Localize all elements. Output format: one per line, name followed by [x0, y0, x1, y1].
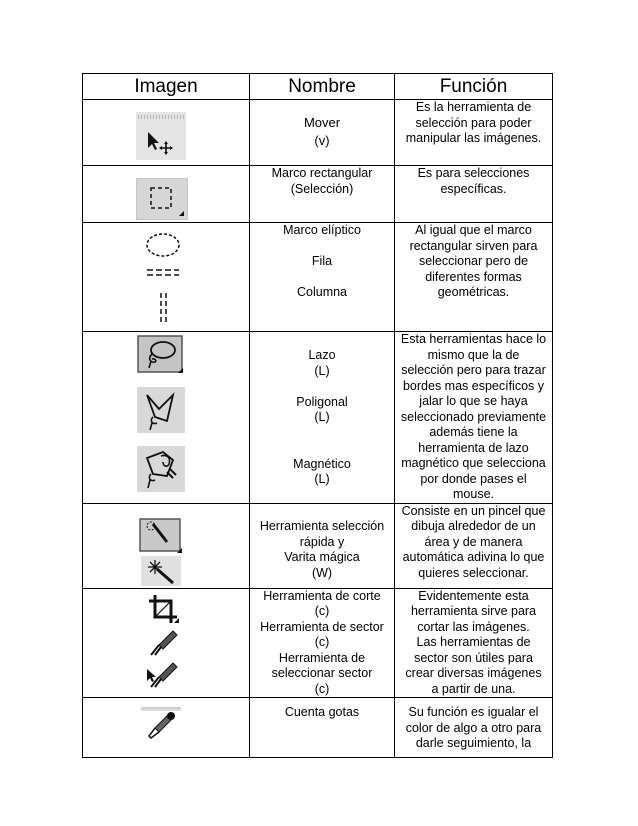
rectangular-marquee-icon — [136, 178, 188, 220]
magnetic-lasso-icon — [137, 446, 185, 492]
name-line: Cuenta gotas — [284, 705, 360, 719]
function-line: rectangular sirven para — [409, 238, 538, 253]
name-line: Herramienta de corte — [263, 588, 381, 603]
name-line: (L) — [314, 363, 330, 378]
function-line: jalar lo que se haya — [419, 394, 528, 408]
eyedropper-icon — [141, 706, 181, 742]
name-line: seleccionar sector — [271, 666, 373, 680]
function-line: seleccionado previamente — [400, 409, 547, 424]
name-line: (W) — [311, 565, 333, 580]
name-line: Lazo — [308, 348, 336, 362]
name-line: Fila — [311, 254, 333, 268]
function-line: selección pero para trazar — [401, 363, 546, 377]
function-line: cortar las imágenes. — [417, 619, 530, 634]
function-line: diferentes formas — [425, 269, 522, 284]
name-line: Poligonal — [296, 394, 348, 409]
function-line: magnético que selecciona — [401, 456, 546, 470]
function-line: bordes mas específicos y — [402, 378, 545, 393]
function-cell — [395, 223, 553, 332]
function-line: Su función es igualar el — [408, 705, 539, 719]
function-line: quieres seleccionar. — [418, 565, 529, 580]
image-cell — [83, 503, 250, 588]
function-line: Esta herramientas hace lo — [400, 332, 547, 346]
name-line: Herramienta de — [278, 650, 366, 665]
name-cell — [250, 588, 395, 698]
table-row — [83, 223, 553, 332]
function-line: específicas. — [440, 181, 507, 196]
function-line: área y de manera — [424, 534, 523, 549]
header-image: Imagen — [83, 74, 250, 100]
function-line: herramienta sirve para — [410, 604, 537, 618]
slice-select-icon — [145, 661, 181, 691]
image-cell — [83, 223, 250, 332]
image-cell — [83, 588, 250, 698]
function-cell — [395, 332, 553, 504]
function-line: manipular las imágenes. — [405, 131, 542, 145]
single-column-marquee-icon — [157, 291, 171, 327]
name-line: (L) — [314, 472, 330, 486]
image-cell — [83, 698, 250, 758]
lasso-icon — [137, 335, 185, 375]
image-cell — [83, 100, 250, 166]
table-row — [83, 698, 553, 758]
tools-table — [82, 73, 553, 758]
function-line: además tiene la — [429, 425, 518, 439]
function-line: dibuja alrededor de un — [411, 519, 536, 533]
name-line: (c) — [314, 635, 330, 649]
function-line: Evidentemente esta — [418, 588, 529, 603]
name-line: Herramienta de sector — [260, 619, 384, 634]
function-line: Consiste en un pincel que — [401, 503, 546, 518]
table-row — [83, 100, 553, 166]
function-line: seleccionar pero de — [418, 254, 529, 268]
name-line: (v) — [314, 132, 330, 148]
name-line: (c) — [314, 681, 330, 696]
move-tool-icon — [136, 112, 186, 160]
name-line: Mover — [303, 115, 341, 130]
function-line: darle seguimiento, la — [415, 736, 532, 750]
function-line: selección para poder — [415, 115, 532, 130]
function-cell — [395, 166, 553, 223]
function-line: geométricas. — [437, 285, 510, 299]
function-line: automática adivina lo que — [402, 550, 545, 564]
name-line: (c) — [314, 604, 330, 618]
crop-icon — [145, 593, 181, 625]
single-row-marquee-icon — [145, 267, 181, 279]
name-line: Herramienta selección — [259, 519, 385, 533]
function-cell — [395, 588, 553, 698]
name-cell — [250, 166, 395, 223]
function-line: herramienta de lazo — [418, 440, 529, 455]
table-row — [83, 503, 553, 588]
name-cell — [250, 698, 395, 758]
header-function: Función — [395, 74, 553, 100]
table-row — [83, 588, 553, 698]
image-cell — [83, 332, 250, 504]
magic-wand-icon — [141, 556, 181, 586]
function-cell — [395, 503, 553, 588]
function-cell — [395, 100, 553, 166]
table-row — [83, 166, 553, 223]
name-line: Columna — [296, 285, 348, 299]
name-line: (Selección) — [290, 181, 354, 196]
name-cell — [250, 332, 395, 504]
name-cell — [250, 223, 395, 332]
function-line: sector son útiles para — [414, 650, 533, 665]
quick-selection-icon — [139, 518, 183, 554]
header-name: Nombre — [250, 74, 395, 100]
name-line: (L) — [314, 410, 330, 424]
name-line: Marco rectangular — [271, 166, 373, 180]
function-line: color de algo a otro para — [405, 720, 542, 735]
function-line: Es la herramienta de — [415, 100, 532, 114]
name-line: rápida y — [299, 534, 345, 549]
function-line: crear diversas imágenes — [405, 666, 542, 680]
name-line: Varita mágica — [284, 550, 360, 564]
function-line: Al igual que el marco — [415, 223, 532, 237]
name-cell — [250, 100, 395, 166]
function-line: mouse. — [453, 487, 494, 501]
polygonal-lasso-icon — [137, 387, 185, 433]
elliptical-marquee-icon — [143, 231, 183, 259]
slice-icon — [147, 629, 179, 657]
function-cell — [395, 698, 553, 758]
image-cell — [83, 166, 250, 223]
function-line: Es para selecciones — [417, 166, 530, 180]
function-line: por donde pases el — [420, 471, 527, 486]
header-row — [83, 74, 553, 100]
table-row — [83, 332, 553, 504]
function-line: a partir de una. — [431, 681, 516, 696]
name-line: Marco elíptico — [283, 223, 361, 237]
name-cell — [250, 503, 395, 588]
function-line: mismo que la de — [427, 347, 520, 362]
name-line: Magnético — [293, 456, 351, 471]
function-line: Las herramientas de — [416, 635, 531, 649]
